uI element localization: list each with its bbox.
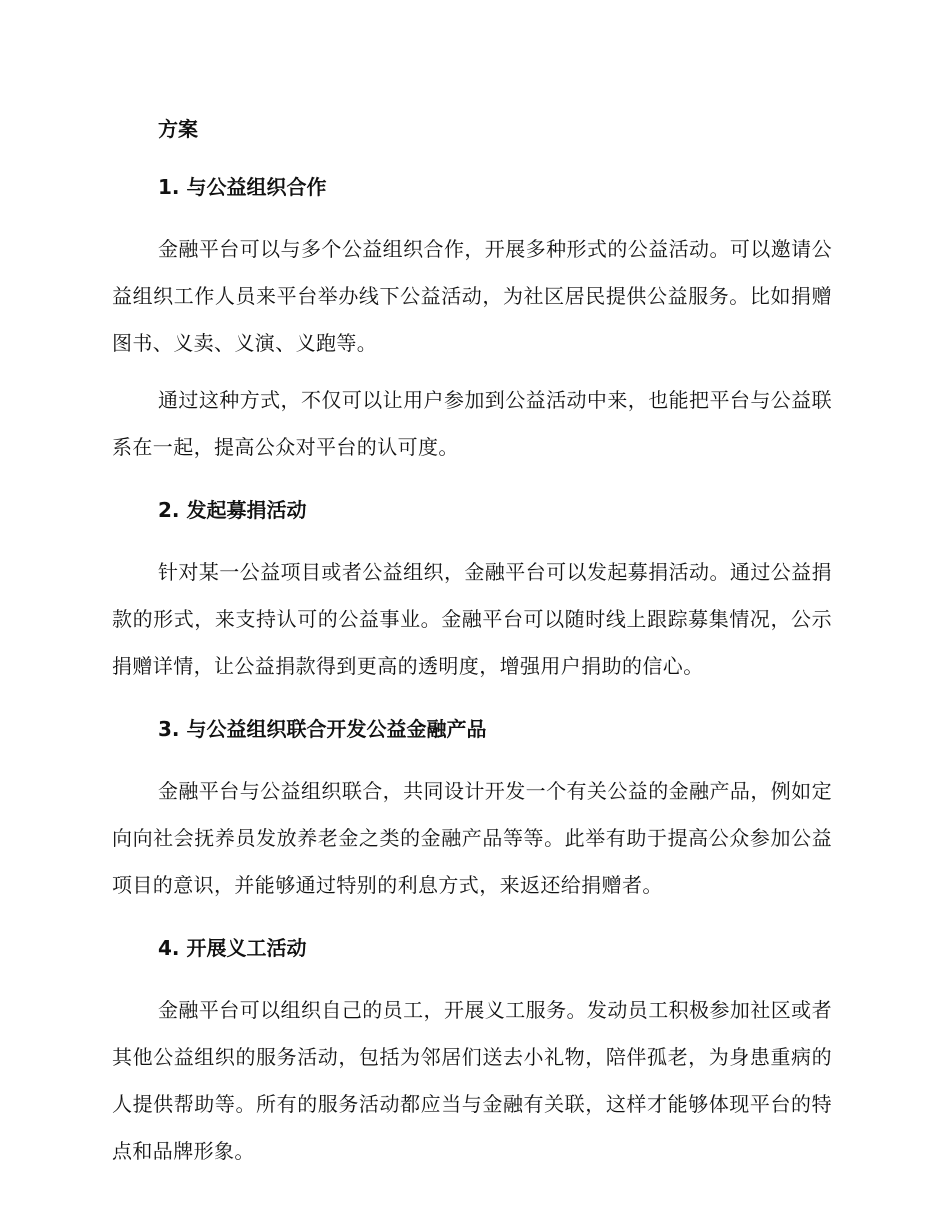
section-heading: 4. 开展义工活动 [158,936,307,960]
paragraph: 金融平台可以组织自己的员工，开展义工服务。发动员工积极参加社区或者其他公益组织的服务活动，包括为邻居们送去小礼物，陪伴孤老，为身患重病的人提供帮助等。所有的服务活动都应当与金融有关联，这样才能够体现平台的特点和品牌形象。 [112,998,832,1163]
section-4 [112,929,832,1175]
section-3 [112,710,832,909]
section-2 [112,491,832,690]
section-heading: 3. 与公益组织联合开发公益金融产品 [158,717,487,741]
paragraph: 通过这种方式，不仅可以让用户参加到公益活动中来，也能把平台与公益联系在一起，提高公众对平台的认可度。 [112,388,832,459]
section-heading: 2. 发起募捐活动 [158,498,307,522]
document-page [112,110,832,1175]
paragraph: 金融平台与公益组织联合，共同设计开发一个有关公益的金融产品，例如定向向社会抚养员发放养老金之类的金融产品等等。此举有助于提高公众参加公益项目的意识，并能够通过特别的利息方式，来返还给捐赠者。 [112,779,832,897]
section-1 [112,168,832,471]
section-heading: 1. 与公益组织合作 [158,175,327,199]
paragraph: 金融平台可以与多个公益组织合作，开展多种形式的公益活动。可以邀请公益组织工作人员来平台举办线下公益活动，为社区居民提供公益服务。比如捐赠图书、义卖、义演、义跑等。 [112,237,832,355]
paragraph: 针对某一公益项目或者公益组织，金融平台可以发起募捐活动。通过公益捐款的形式，来支持认可的公益事业。金融平台可以随时线上跟踪募集情况，公示捐赠详情，让公益捐款得到更高的透明度，增强用户捐助的信心。 [112,560,832,678]
document-title: 方案 [158,117,198,141]
